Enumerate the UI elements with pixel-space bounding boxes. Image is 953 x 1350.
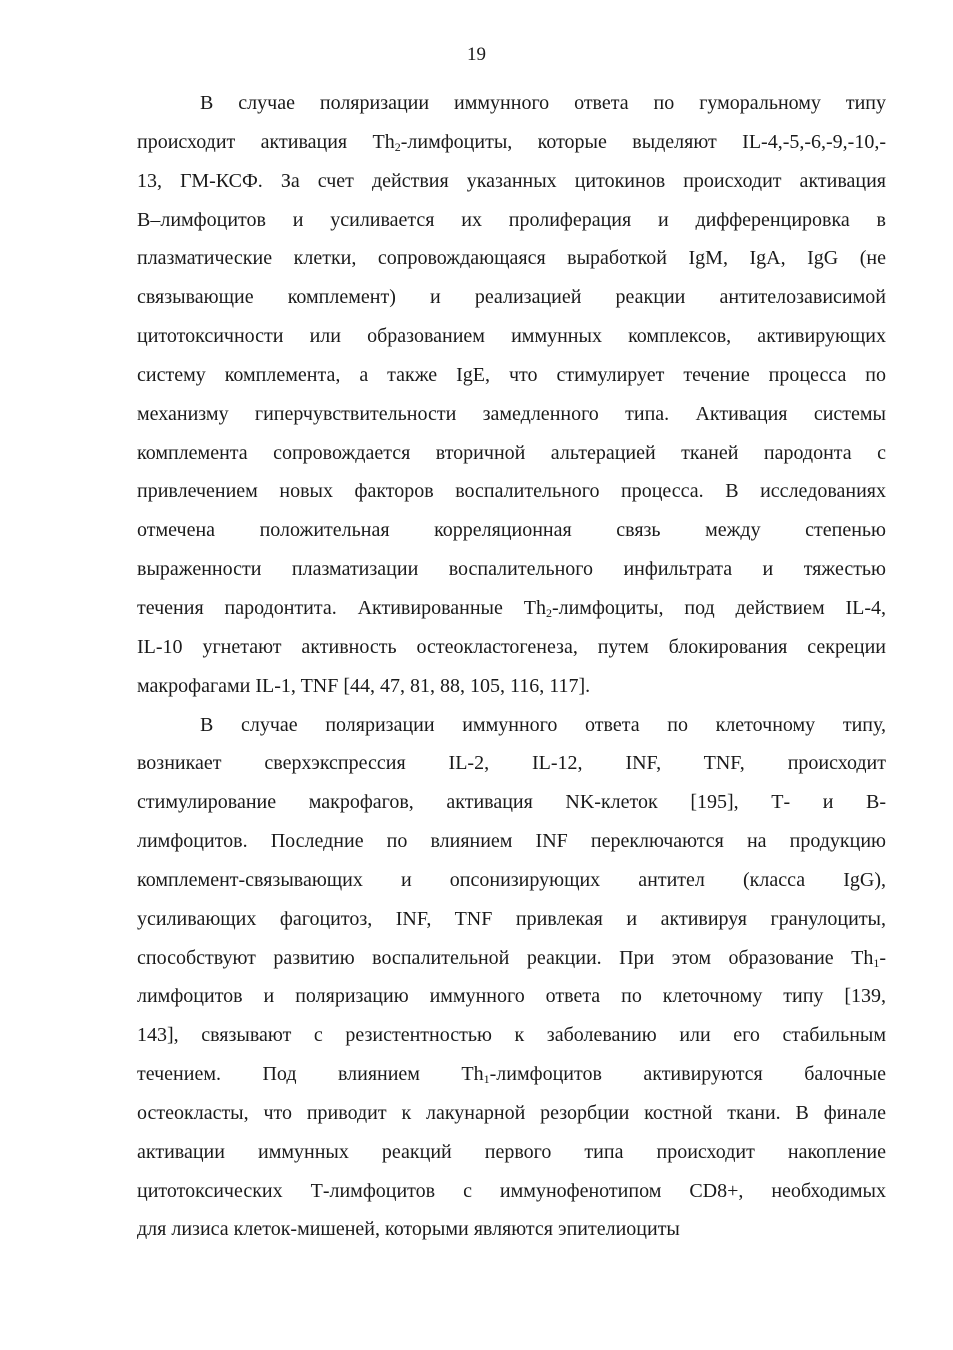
text-segment: В случае поляризации иммунного ответа по гуморальному типу	[200, 92, 886, 114]
text-segment: возникает сверхэкспрессия IL-2, IL-12, INF, TNF, происходит	[137, 752, 886, 775]
text-segment: отмечена положительная корреляционная связь между степенью	[137, 519, 886, 542]
text-line	[137, 744, 886, 783]
text-segment: плазматические клетки, сопровождающаяся выработкой IgM, IgA, IgG (не	[137, 247, 886, 270]
text-line	[137, 861, 886, 900]
text-line	[137, 1016, 886, 1055]
text-line	[137, 628, 886, 667]
text-segment: течением. Под влиянием Th	[137, 1063, 484, 1086]
subscript: 1	[483, 1072, 490, 1087]
text-line	[137, 1094, 886, 1133]
text-line	[137, 201, 886, 240]
text-line	[137, 822, 886, 861]
text-segment: 13, ГМ-КСФ. За счет действия указанных цитокинов происходит активация	[137, 169, 886, 192]
text-segment: 143], связывают с резистентностью к заболеванию или его стабильным	[137, 1024, 886, 1047]
paragraph	[137, 84, 886, 706]
text-segment: выраженности плазматизации воспалительного инфильтрата и тяжестью	[137, 558, 886, 581]
text-line	[137, 472, 886, 511]
text-segment: механизму гиперчувствительности замедленного типа. Активация системы	[137, 402, 886, 425]
text-line	[137, 706, 886, 745]
text-line	[137, 356, 886, 395]
text-segment: связывающие комплемент) и реализацией реакции антителозависимой	[137, 286, 886, 309]
text-segment: -лимфоциты, которые выделяют IL-4,-5,-6,-9,-10,-	[400, 130, 887, 153]
text-segment: лимфоцитов. Последние по влиянием INF переключаются на продукцию	[137, 830, 886, 853]
text-line	[137, 84, 886, 123]
text-line	[137, 239, 886, 278]
text-segment: систему комплемента, а также IgE, что стимулирует течение процесса по	[137, 363, 886, 386]
body-text	[137, 84, 886, 1249]
subscript: 1	[873, 955, 880, 970]
text-line	[137, 589, 886, 628]
text-segment: остеокласты, что приводит к лакунарной резорбции костной ткани. В финале	[137, 1101, 886, 1124]
text-segment: цитотоксичности или образованием иммунных комплексов, активирующих	[137, 325, 886, 348]
text-line	[137, 278, 886, 317]
text-segment: -	[879, 946, 886, 969]
page-number: 19	[467, 44, 486, 65]
text-line	[137, 395, 886, 434]
text-segment: активации иммунных реакций первого типа происходит накопление	[137, 1140, 886, 1163]
text-segment: лимфоцитов и поляризацию иммунного ответа по клеточному типу [139,	[137, 985, 886, 1008]
text-segment: способствуют развитию воспалительной реакции. При этом образование Th	[137, 946, 874, 969]
text-line	[137, 783, 886, 822]
text-line	[137, 162, 886, 201]
subscript: 2	[394, 139, 401, 154]
paragraph	[137, 706, 886, 1250]
text-line	[137, 977, 886, 1016]
text-segment: усиливающих фагоцитоз, INF, TNF привлекая и активируя гранулоциты,	[137, 907, 886, 930]
text-segment: комплемент-связывающих и опсонизирующих антител (класса IgG),	[137, 868, 886, 891]
text-segment: В–лимфоцитов и усиливается их пролиферация и дифференцировка в	[137, 208, 886, 231]
text-segment: привлечением новых факторов воспалительного процесса. В исследованиях	[137, 480, 886, 503]
text-line	[137, 123, 886, 162]
text-line	[137, 1172, 886, 1211]
text-line	[137, 434, 886, 473]
text-segment: IL-10 угнетают активность остеокластогенеза, путем блокирования секреции	[137, 635, 886, 658]
text-line	[137, 1210, 886, 1249]
text-line	[137, 939, 886, 978]
text-segment: для лизиса клеток-мишеней, которыми являются эпителиоциты	[137, 1218, 680, 1241]
text-segment: стимулирование макрофагов, активация NK-клеток [195], Т- и В-	[137, 791, 886, 814]
text-line	[137, 511, 886, 550]
text-segment: происходит активация Th	[137, 130, 395, 153]
text-line	[137, 900, 886, 939]
text-line	[137, 550, 886, 589]
text-line	[137, 1133, 886, 1172]
text-segment: -лимфоциты, под действием IL-4,	[551, 596, 887, 619]
text-segment: макрофагами IL-1, TNF [44, 47, 81, 88, 105, 116, 117].	[137, 674, 591, 697]
subscript: 2	[545, 605, 552, 620]
text-segment: течения пародонтита. Активированные Th	[137, 596, 546, 619]
text-segment: В случае поляризации иммунного ответа по клеточному типу,	[200, 713, 886, 736]
text-segment: цитотоксических Т-лимфоцитов с иммунофенотипом CD8+, необходимых	[137, 1179, 886, 1202]
text-segment: -лимфоцитов активируются балочные	[489, 1063, 886, 1086]
text-line	[137, 667, 886, 706]
text-line	[137, 317, 886, 356]
text-line	[137, 1055, 886, 1094]
text-segment: комплемента сопровождается вторичной альтерацией тканей пародонта с	[137, 441, 886, 464]
